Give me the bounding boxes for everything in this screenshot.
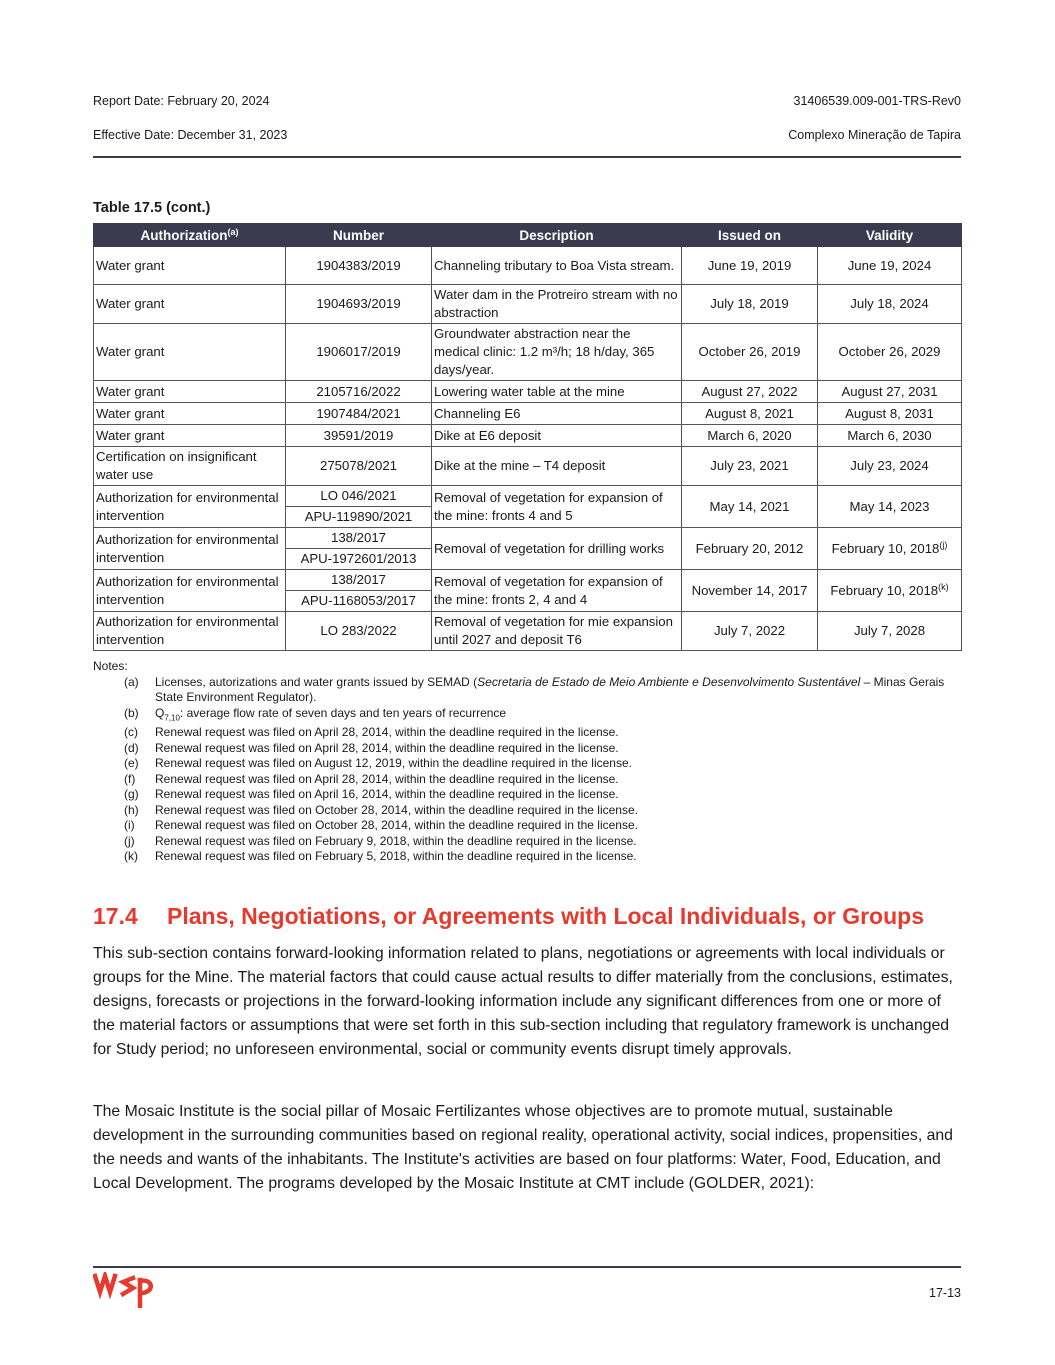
cell-number: 1904693/2019 (286, 285, 432, 324)
cell-number: 2105716/2022 (286, 381, 432, 403)
cell-description: Channeling tributary to Boa Vista stream. (432, 247, 682, 285)
cell-validity: May 14, 2023 (818, 486, 962, 528)
column-header-authorization: Authorization$^{(a)}$ (94, 224, 286, 247)
cell-description: Removal of vegetation for mie expansion until 2027 and deposit T6 (432, 612, 682, 651)
table-header-row (94, 224, 962, 247)
notes-heading: Notes: (93, 659, 128, 673)
table-row (94, 247, 962, 285)
cell-description: Removal of vegetation for drilling works (432, 528, 682, 570)
section-number: 17.4 (93, 903, 138, 929)
cell-issued: July 18, 2019 (682, 285, 818, 324)
cell-number: 138/2017 (286, 528, 432, 549)
column-header-issued: Issued on (682, 224, 818, 247)
note-item: (b) $Q_{7,10}$: average flow rate of seven days and ten years of recurrence (124, 705, 507, 722)
cell-authorization: Water grant (94, 247, 286, 285)
cell-validity: August 27, 2031 (818, 381, 962, 403)
cell-description: Dike at the mine – T4 deposit (432, 447, 682, 486)
section-heading (93, 903, 924, 930)
cell-authorization: Water grant (94, 381, 286, 403)
body-paragraph: The Mosaic Institute is the social pillar of Mosaic Fertilizantes whose objectives are to promote mutual, sustainable development in the surrounding communities based on regional reality, operational activity, social indices, propensities, and the needs and wants of the inhabitants. The Institute's activities are based on four platforms: Water, Food, Education, and Local Development. The programs developed by the Mosaic Institute at CMT include (GOLDER, 2021): (93, 1103, 953, 1192)
cell-authorization: Water grant (94, 324, 286, 381)
cell-number: 138/2017 (286, 570, 432, 591)
cell-number: APU-1972601/2013 (286, 549, 432, 570)
column-header-number: Number (286, 224, 432, 247)
cell-number: LO 283/2022 (286, 612, 432, 651)
note-item: (k) Renewal request was filed on February 5, 2018, within the deadline required in the license. (124, 849, 637, 864)
cell-authorization: Water grant (94, 285, 286, 324)
cell-validity: August 8, 2031 (818, 403, 962, 425)
cell-issued: October 26, 2019 (682, 324, 818, 381)
page-number: 17-13 (929, 1286, 961, 1300)
note-item: (d) Renewal request was filed on April 28, 2014, within the deadline required in the license. (124, 740, 619, 755)
table-row (94, 612, 962, 651)
document-number: 31406539.009-001-TRS-Rev0 (793, 94, 961, 108)
table-title: Table 17.5 (cont.) (93, 200, 211, 216)
cell-issued: February 20, 2012 (682, 528, 818, 570)
note-item: (j) Renewal request was filed on February 9, 2018, within the deadline required in the license. (124, 833, 637, 848)
wsp-logo (93, 1272, 157, 1313)
table-row (94, 285, 962, 324)
note-item: (c) Renewal request was filed on April 28, 2014, within the deadline required in the license. (124, 725, 619, 740)
cell-number: APU-119890/2021 (286, 507, 432, 528)
table-row (94, 528, 962, 549)
cell-validity: July 23, 2024 (818, 447, 962, 486)
cell-description: Water dam in the Protreiro stream with no abstraction (432, 285, 682, 324)
cell-validity: June 19, 2024 (818, 247, 962, 285)
cell-number: 1904383/2019 (286, 247, 432, 285)
table-row (94, 381, 962, 403)
cell-validity: July 7, 2028 (818, 612, 962, 651)
table-row (94, 324, 962, 381)
table-notes (93, 659, 968, 865)
column-header-description: Description (432, 224, 682, 247)
cell-issued: June 19, 2019 (682, 247, 818, 285)
note-item: (i) Renewal request was filed on October 28, 2014, within the deadline required in the license. (124, 818, 638, 833)
table-row (94, 425, 962, 447)
note-item: (f) Renewal request was filed on April 28, 2014, within the deadline required in the license. (124, 771, 619, 786)
effective-date: Effective Date: December 31, 2023 (93, 128, 288, 142)
cell-validity: October 26, 2029 (818, 324, 962, 381)
note-item: (h) Renewal request was filed on October 28, 2014, within the deadline required in the license. (124, 802, 638, 817)
cell-issued: November 14, 2017 (682, 570, 818, 612)
report-date: Report Date: February 20, 2024 (93, 94, 270, 108)
cell-description: Removal of vegetation for expansion of the mine: fronts 2, 4 and 4 (432, 570, 682, 612)
cell-authorization: Authorization for environmental intervention (94, 570, 286, 612)
table-row (94, 447, 962, 486)
table-row (94, 403, 962, 425)
note-item: (g) Renewal request was filed on April 16, 2014, within the deadline required in the license. (124, 787, 619, 802)
cell-validity: July 18, 2024 (818, 285, 962, 324)
cell-description: Groundwater abstraction near the medical clinic: 1.2 m³/h; 18 h/day, 365 days/year. (432, 324, 682, 381)
cell-authorization: Authorization for environmental intervention (94, 486, 286, 528)
cell-issued: July 7, 2022 (682, 612, 818, 651)
section-title: Plans, Negotiations, or Agreements with Local Individuals, or Groups (167, 903, 924, 929)
cell-description: Dike at E6 deposit (432, 425, 682, 447)
note-label: (b) (124, 705, 139, 720)
cell-validity: February 10, 2018$^{(j)}$ (818, 528, 962, 570)
project-name: Complexo Mineração de Tapira (788, 128, 961, 142)
cell-validity: March 6, 2030 (818, 425, 962, 447)
column-header-validity: Validity (818, 224, 962, 247)
cell-issued: July 23, 2021 (682, 447, 818, 486)
cell-issued: May 14, 2021 (682, 486, 818, 528)
authorizations-table (93, 223, 962, 651)
cell-number: 1906017/2019 (286, 324, 432, 381)
cell-number: LO 046/2021 (286, 486, 432, 507)
note-item: (e) Renewal request was filed on August 12, 2019, within the deadline required in the license. (124, 756, 632, 771)
cell-number: 39591/2019 (286, 425, 432, 447)
cell-description: Removal of vegetation for expansion of the mine: fronts 4 and 5 (432, 486, 682, 528)
header-divider (93, 156, 961, 158)
footer-divider (93, 1266, 961, 1268)
cell-authorization: Authorization for environmental intervention (94, 528, 286, 570)
cell-number: 1907484/2021 (286, 403, 432, 425)
note-label: (a) (124, 674, 139, 689)
cell-authorization: Authorization for environmental intervention (94, 612, 286, 651)
table-row (94, 486, 962, 507)
cell-validity: February 10, 2018$^{(k)}$ (818, 570, 962, 612)
cell-number: 275078/2021 (286, 447, 432, 486)
cell-authorization: Water grant (94, 425, 286, 447)
body-paragraph: This sub-section contains forward-looking information related to plans, negotiations or agreements with local individuals or groups for the Mine. The material factors that could cause actual results to differ materially from the conclusions, estimates, designs, forecasts or projections in the forward-looking information include any significant differences from one or more of the material factors or assumptions that were set forth in this sub-section including that regulatory framework is unchanged for Study period; no unforeseen environmental, social or community events disrupt timely approvals. (93, 945, 953, 1058)
cell-issued: August 8, 2021 (682, 403, 818, 425)
cell-number: APU-1168053/2017 (286, 591, 432, 612)
cell-description: Lowering water table at the mine (432, 381, 682, 403)
cell-authorization: Water grant (94, 403, 286, 425)
table-row (94, 570, 962, 591)
cell-issued: August 27, 2022 (682, 381, 818, 403)
cell-authorization: Certification on insignificant water use (94, 447, 286, 486)
cell-description: Channeling E6 (432, 403, 682, 425)
cell-issued: March 6, 2020 (682, 425, 818, 447)
note-item: (a) Licenses, autorizations and water grants issued by SEMAD (Secretaria de Estado de Meio Ambiente e Desenvolvimento Sustentável – Minas Gerais State Environment Regulator). (124, 674, 945, 704)
